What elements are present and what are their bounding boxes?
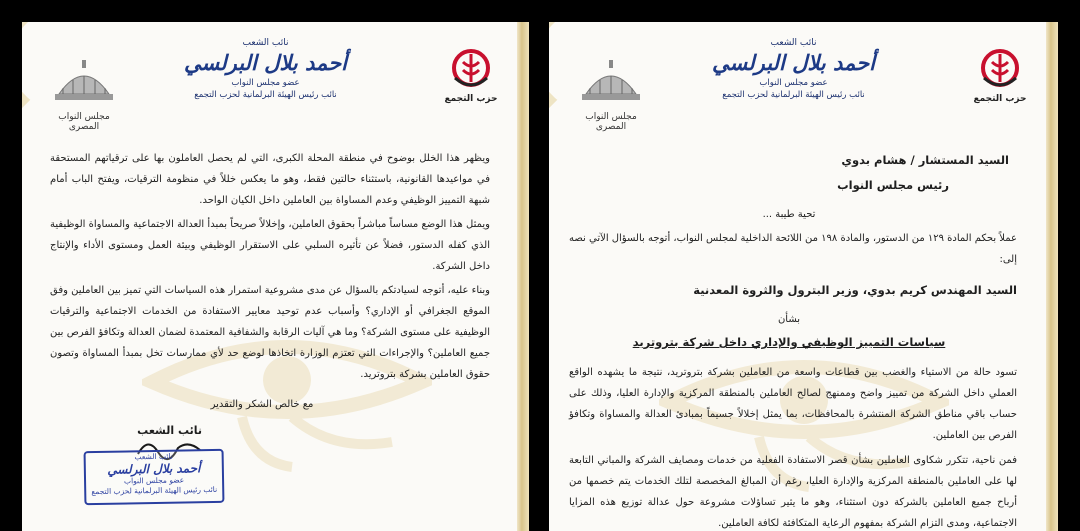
greeting: تحية طيبة ... <box>762 209 816 220</box>
mp-role: نائب رئيس الهيئة البرلمانية لحزب التجمع <box>722 90 865 100</box>
letterhead <box>22 22 509 142</box>
stamp-line-1: نائب الشعب <box>134 451 173 462</box>
mp-role: نائب رئيس الهيئة البرلمانية لحزب التجمع <box>194 90 337 100</box>
right-paragraph-2: فمن ناحية، تتكرر شكاوى العاملين بشأن قصر الاستفادة الفعلية من خدمات ومصايف الشركة والمباني التابعة لها على العاملين بالمنطقة المركزية والإدارة العليا، رغم أن المبالغ المخصصة لتلك الخدمات يتم خصمها من أرباح جميع العاملين بالشركة دون استثناء، وهو ما يثير تساؤلات مشروعة حول عدالة توزيع هذه المزايا الاجتماعية، ومدى التزام الشركة بمفهوم الرعاية المتكافئة لكافة العاملين. <box>569 455 1017 529</box>
letterhead <box>549 22 1038 142</box>
stamp-name: أحمد بلال البرلسي <box>107 461 201 477</box>
addressee-title: رئيس مجلس النواب <box>837 178 949 192</box>
party-logo-icon <box>978 48 1022 88</box>
gold-border-stripe <box>517 22 529 531</box>
mp-title: نائب الشعب <box>770 38 817 48</box>
right-paragraph-1: تسود حالة من الاستياء والغضب بين قطاعات واسعة من العاملين بشركة بتروتريد، نتيجة ما يشهده الواقع العملي داخل الشركة من تمييز واضح وممنهج لصالح العاملين بالمنطقة المركزية والإدارة العليا، وذلك على حساب باقي مناطق الشركة المنتشرة بالمحافظات، بما يمثل إخلالاً جسيماً بمبادئ العدالة والمساواة وتكافؤ الفرص بين العاملين. <box>569 367 1017 441</box>
gold-border-stripe <box>1046 22 1058 531</box>
stamp-line-3: نائب رئيس الهيئة البرلمانية لحزب التجمع <box>91 484 218 497</box>
party-caption: حزب التجمع <box>973 94 1027 104</box>
mp-member: عضو مجلس النواب <box>759 78 828 88</box>
official-stamp <box>84 449 225 505</box>
letter-page-1 <box>549 22 1058 531</box>
mp-name-block <box>151 38 381 101</box>
mp-name-block <box>679 38 909 101</box>
party-caption: حزب التجمع <box>444 94 498 104</box>
parliament-dome-icon <box>576 58 646 106</box>
intro-paragraph: عملاً بحكم المادة ١٢٩ من الدستور، والمادة ١٩٨ من اللائحة الداخلية لمجلس النواب، أتوجه بالسؤال الآتي نصه إلى: <box>569 233 1017 265</box>
subject-line: سياسات التمييز الوظيفي والإداري داخل شركة بتروتريد <box>632 335 946 349</box>
minister-line: السيد المهندس كريم بدوي، وزير البترول والثروة المعدنية <box>693 283 1017 297</box>
letter-page-2 <box>22 22 529 531</box>
parliament-caption: مجلس النواب المصرى <box>585 112 637 132</box>
signature-title: نائب الشعب <box>137 424 202 437</box>
parliament-dome-icon <box>49 58 119 106</box>
party-logo <box>970 48 1030 104</box>
parliament-logo <box>571 58 651 132</box>
mp-name: أحمد بلال البرلسي <box>183 50 348 75</box>
stamp-line-2: عضو مجلس النواب <box>123 475 185 486</box>
addressee: السيد المستشار / هشام بدوي <box>841 153 1009 167</box>
mp-member: عضو مجلس النواب <box>231 78 300 88</box>
parliament-caption: مجلس النواب المصرى <box>58 112 110 132</box>
mp-name: أحمد بلال البرلسي <box>711 50 876 75</box>
left-paragraph-2: ويمثل هذا الوضع مساساً مباشراً بحقوق العاملين، وإخلالاً صريحاً بمبدأ العدالة الاجتماعية والمساواة الوظيفية الذي كفله الدستور، فضلاً عن تأثيره السلبي على الاستقرار الوظيفي وبيئة العمل ومستوى الأداء والإنتاج داخل الشركة. <box>50 219 490 272</box>
left-paragraph-1: ويظهر هذا الخلل بوضوح في منطقة المحلة الكبرى، التي لم يحصل العاملون بها على ترقياتهم المستحقة في مواعيدها القانونية، باستثناء حالتين فقط، وهو ما يعكس خللاً في منظومة الترقيات، ويفتح الباب أمام شبهة التمييز الوظيفي وعدم المساواة بين العاملين داخل الكيان الواحد. <box>50 153 490 206</box>
mp-title: نائب الشعب <box>242 38 289 48</box>
parliament-logo <box>44 58 124 132</box>
left-paragraph-3: وبناء عليه، أتوجه لسيادتكم بالسؤال عن مدى مشروعية استمرار هذه السياسات التي تميز بين العاملين وفق الموقع الجغرافي أو الإداري؟ وأسباب عدم توحيد معايير الاستفادة من الخدمات الاجتماعية والترقيات الوظيفية على مستوى الشركة؟ وما هي آليات الرقابة والشفافية المعتمدة لضمان العدالة وتكافؤ الفرص بين جميع العاملين؟ والإجراءات التي تعتزم الوزارة اتخاذها لوضع حد لأي ممارسات تخل بمبدأ المساواة وتصون حقوق العاملين بشركة بتروتريد. <box>50 285 490 380</box>
closing-line: مع خالص الشكر والتقدير <box>210 399 314 410</box>
party-logo-icon <box>449 48 493 88</box>
regarding-label: بشأن <box>777 314 801 325</box>
party-logo <box>441 48 501 104</box>
